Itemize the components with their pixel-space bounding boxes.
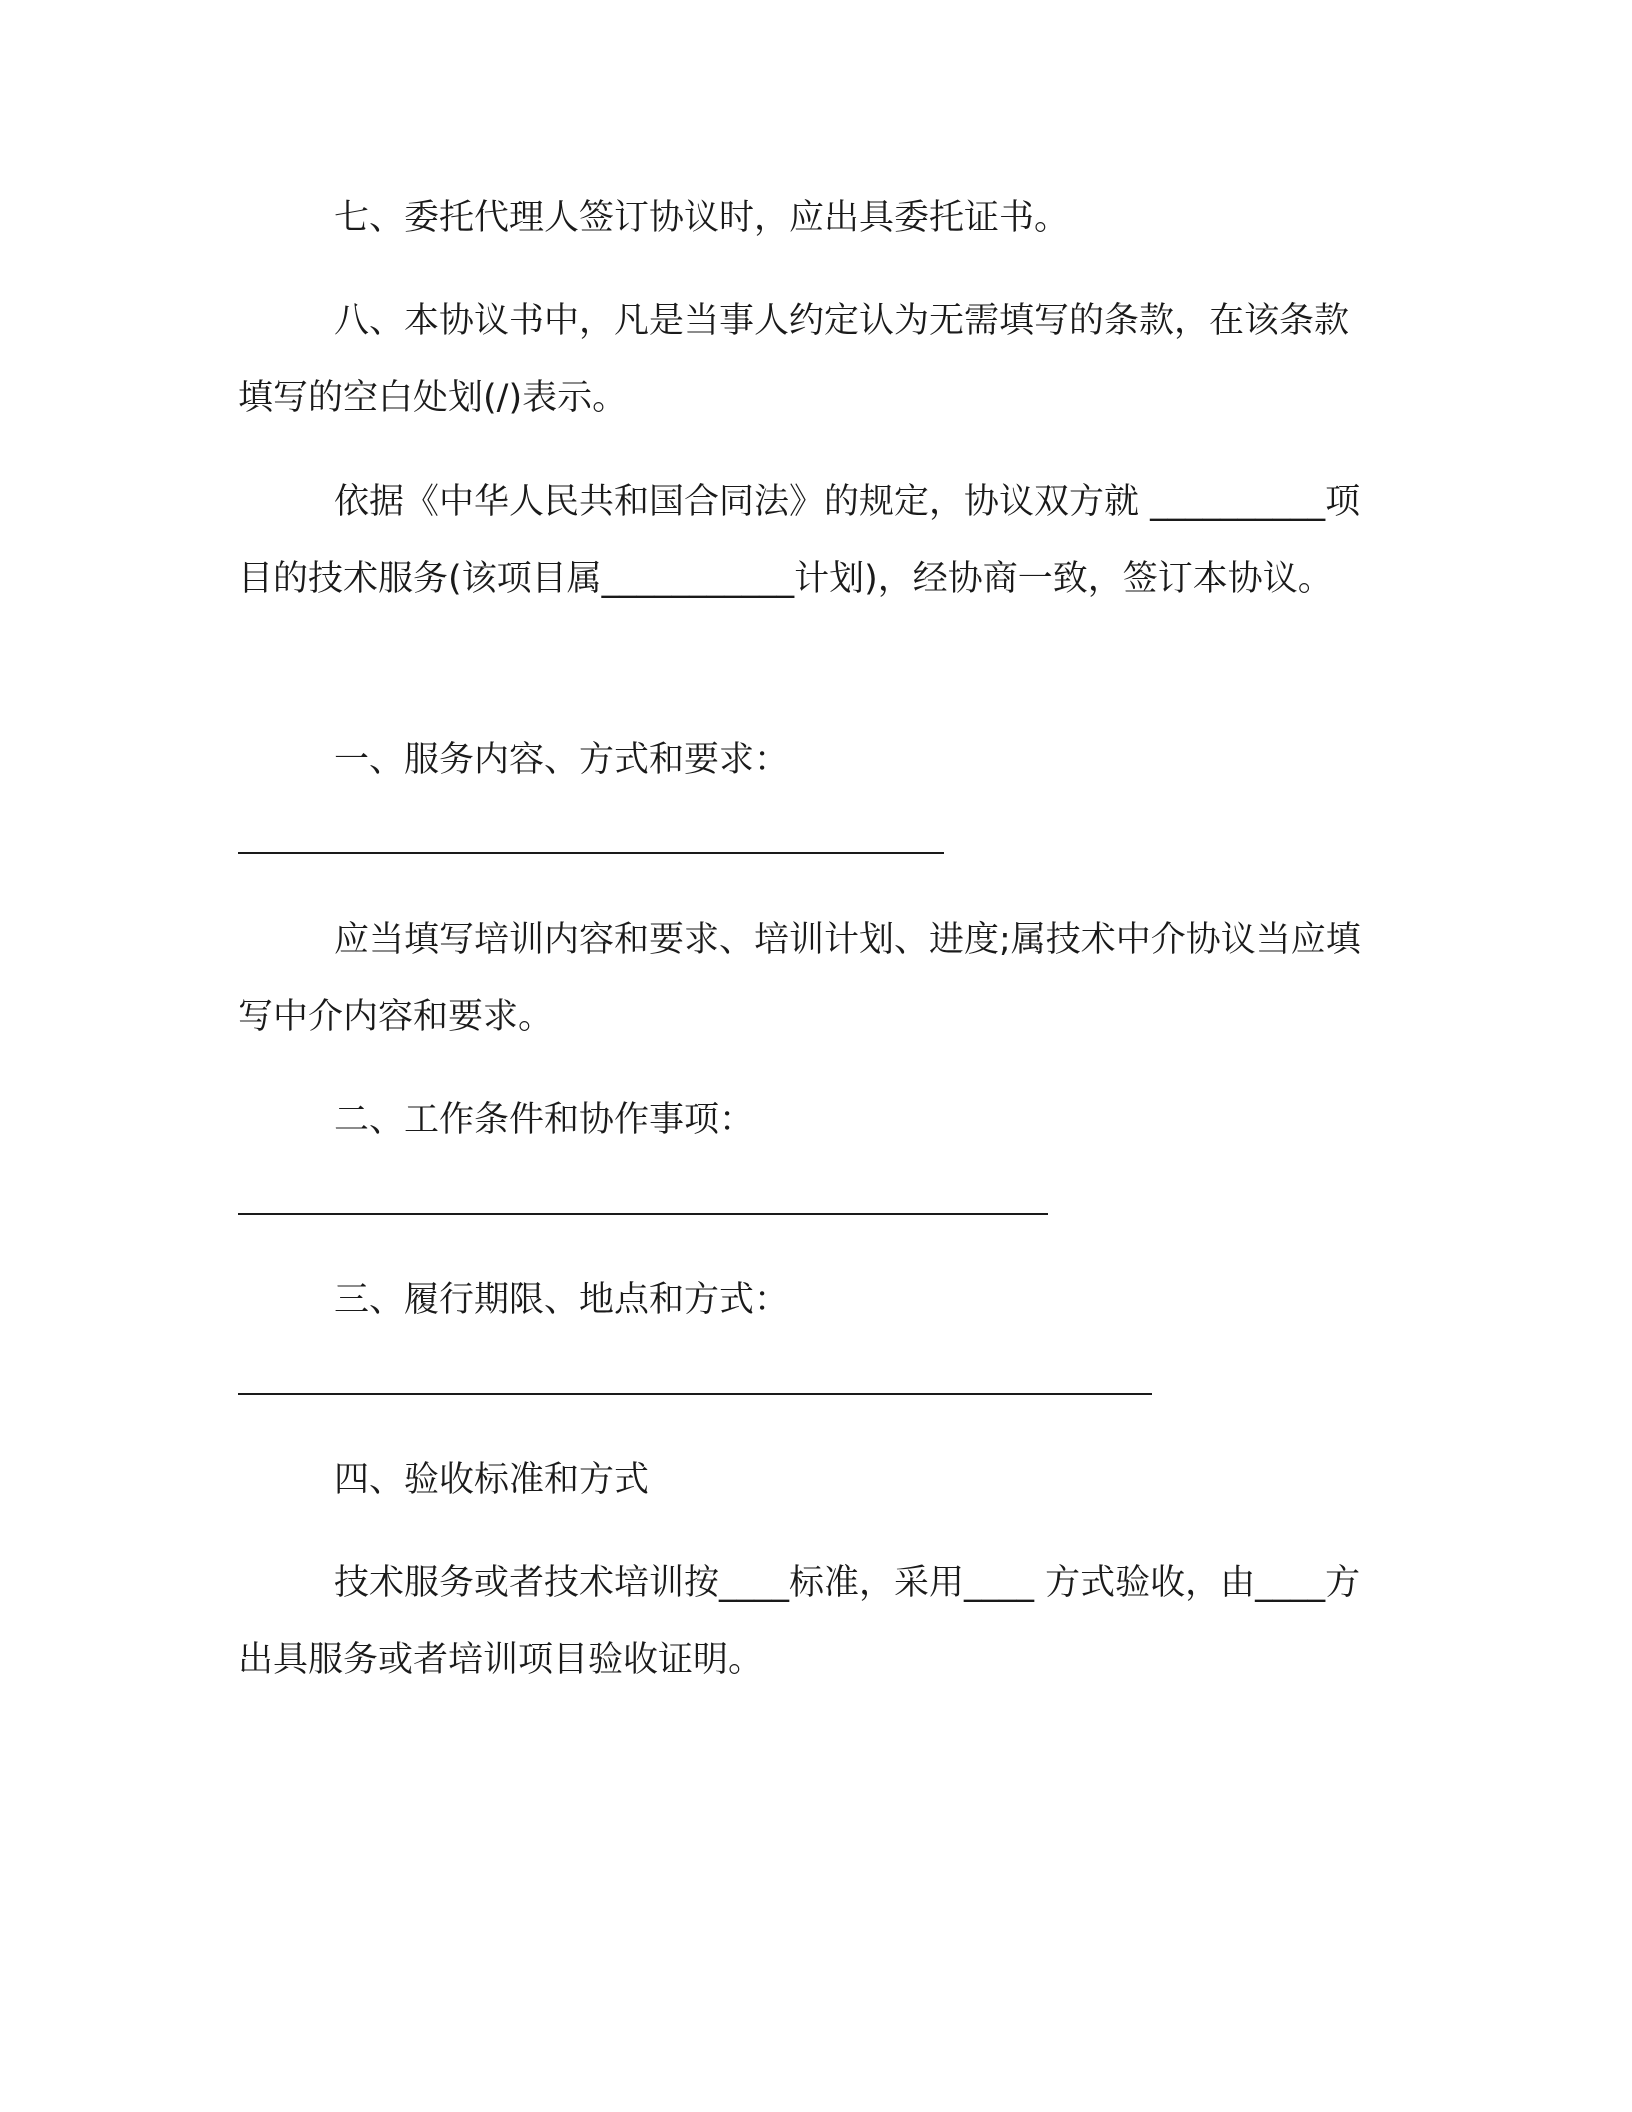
section-4-heading: 四、验收标准和方式 [334,1460,650,1500]
section-4-body: 技术服务或者技术培训按____标准，采用____ 方式验收，由____方出具服务或者培训项目验收证明。 [238,1563,1361,1680]
section-1-fill-line [238,852,944,854]
basis-paragraph: 依据《中华人民共和国合同法》的规定，协议双方就 __________项目的技术服务(该项目属___________计划)，经协商一致，签订本协议。 [238,482,1361,599]
section-1-note: 应当填写培训内容和要求、培训计划、进度;属技术中介协议当应填写中介内容和要求。 [238,920,1361,1037]
section-2-heading: 二、工作条件和协作事项： [334,1100,755,1140]
section-3-fill-line [238,1393,1152,1395]
clause-7: 七、委托代理人签订协议时，应出具委托证书。 [334,198,1070,238]
section-3-heading: 三、履行期限、地点和方式： [334,1280,790,1320]
section-1-heading: 一、服务内容、方式和要求： [334,740,790,780]
section-2-fill-line [238,1213,1048,1215]
clause-8: 八、本协议书中，凡是当事人约定认为无需填写的条款，在该条款填写的空白处划(/)表示。 [238,301,1350,418]
